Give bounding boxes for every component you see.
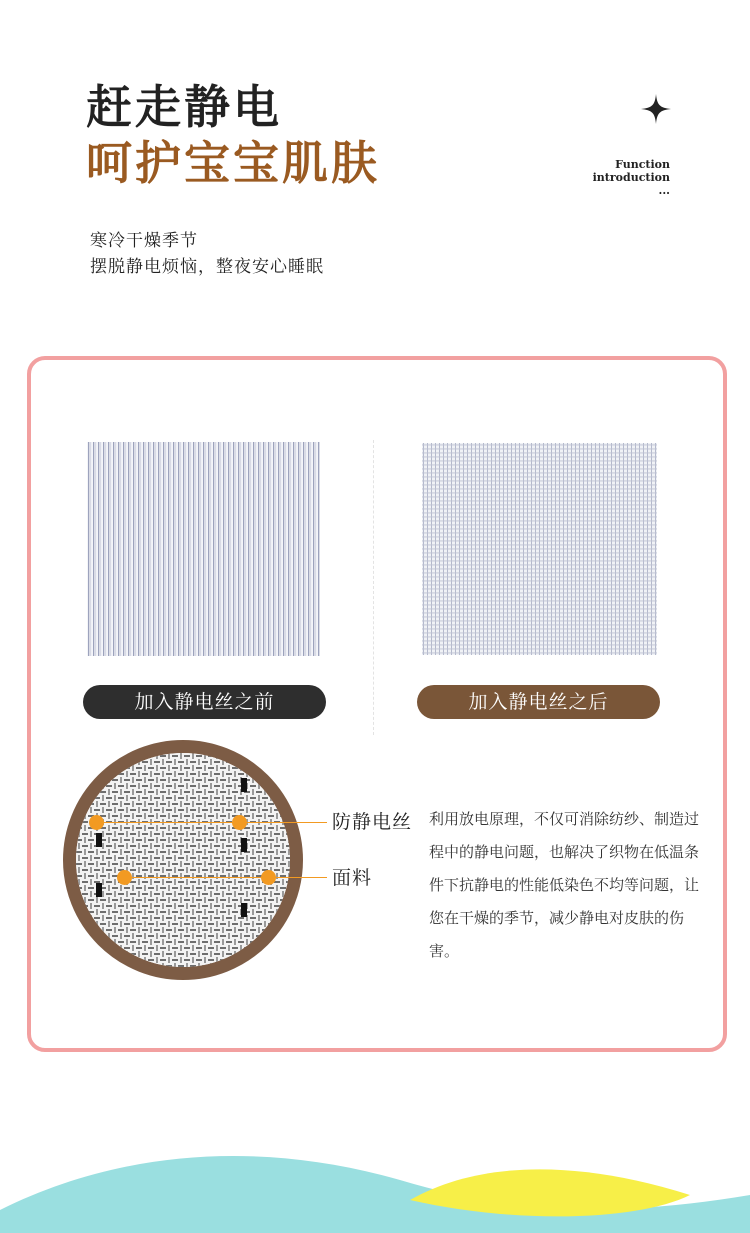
after-label-pill: 加入静电丝之后 <box>417 685 660 719</box>
wire-label: 防静电丝 <box>332 811 413 833</box>
introduction-word: introduction <box>592 171 670 184</box>
subtitle-line-2: 摆脱静电烦恼，整夜安心睡眠 <box>90 257 324 277</box>
fabric-label: 面料 <box>332 867 373 889</box>
before-label-pill: 加入静电丝之前 <box>83 685 326 719</box>
title-line-1: 赶走静电 <box>86 80 282 134</box>
fabric-magnifier <box>63 740 303 980</box>
function-ellipsis: ... <box>658 184 670 197</box>
woven-texture <box>76 753 290 967</box>
compare-divider <box>373 440 374 735</box>
description-text: 利用放电原理，不仅可消除纺纱、制造过程中的静电问题，也解决了织物在低温条件下抗静电的性能低染色不均等问题，让您在干燥的季节，减少静电对皮肤的伤害。 <box>429 810 700 960</box>
fabric-before-swatch <box>87 442 320 656</box>
wire-callout-line <box>97 822 327 823</box>
function-word: Function <box>615 158 670 171</box>
fabric-callout-line <box>125 877 327 878</box>
bottom-wave <box>0 1140 750 1233</box>
title-line-2: 呵护宝宝肌肤 <box>86 136 380 190</box>
function-introduction <box>586 158 670 197</box>
subtitle-line-1: 寒冷干燥季节 <box>90 231 198 251</box>
fabric-after-swatch <box>422 443 657 655</box>
sparkle-star-icon <box>641 94 671 124</box>
